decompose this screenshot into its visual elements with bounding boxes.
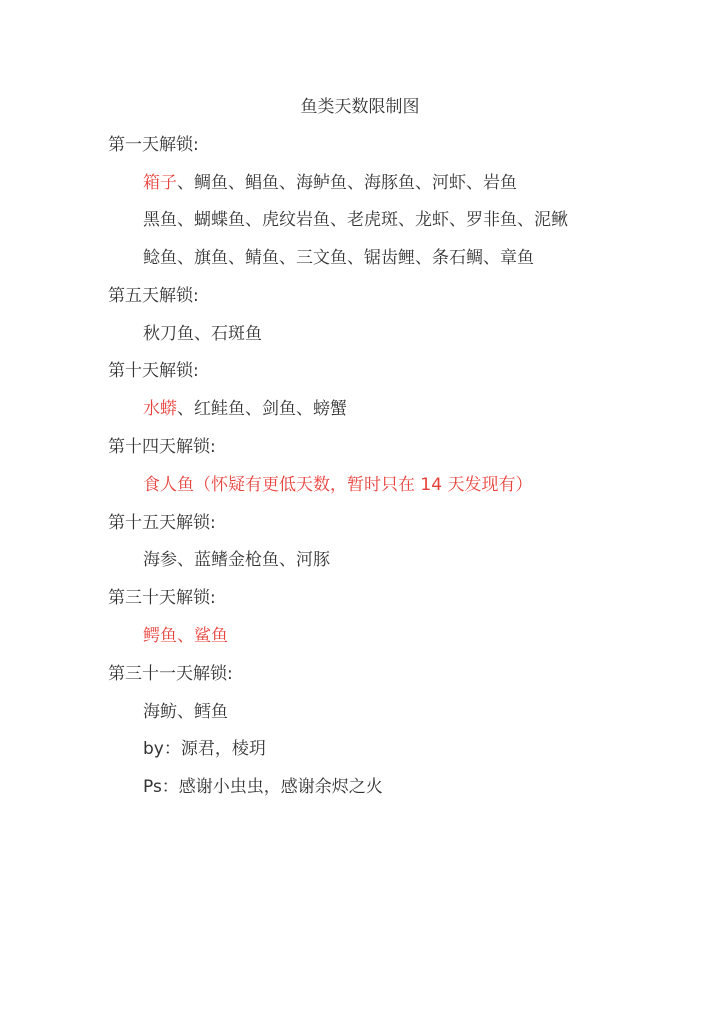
- day31-line-1: 海鲂、鳕鱼: [143, 702, 228, 722]
- highlight-text: 水蟒: [143, 399, 177, 419]
- credits-ps: Ps：感谢小虫虫，感谢余烬之火: [143, 777, 383, 797]
- section-heading-day15: 第十五天解锁:: [108, 513, 216, 533]
- day30-line-1: 鳄鱼、鲨鱼: [143, 626, 228, 646]
- day1-line-3: 鲶鱼、旗鱼、鲭鱼、三文鱼、锯齿鲤、条石鲷、章鱼: [143, 248, 534, 268]
- fish-list-text: 、红鲑鱼、剑鱼、螃蟹: [177, 399, 347, 419]
- section-heading-day10: 第十天解锁:: [108, 361, 199, 381]
- day10-line-1: [143, 397, 347, 421]
- section-heading-day5: 第五天解锁:: [108, 286, 199, 306]
- credits-by: by：源君，棱玥: [143, 739, 266, 759]
- day1-line-1: [143, 171, 517, 195]
- day1-line-2: 黑鱼、蝴蝶鱼、虎纹岩鱼、老虎斑、龙虾、罗非鱼、泥鳅: [143, 210, 568, 230]
- section-heading-day14: 第十四天解锁:: [108, 437, 216, 457]
- day15-line-1: 海参、蓝鳍金枪鱼、河豚: [143, 550, 330, 570]
- page-title: 鱼类天数限制图: [300, 97, 420, 117]
- highlight-text: 箱子: [143, 173, 177, 193]
- day14-line-1: 食人鱼（怀疑有更低天数，暂时只在 14 天发现有）: [143, 475, 533, 495]
- day5-line-1: 秋刀鱼、石斑鱼: [143, 324, 262, 344]
- section-heading-day1: 第一天解锁:: [108, 135, 199, 155]
- section-heading-day30: 第三十天解锁:: [108, 588, 216, 608]
- section-heading-day31: 第三十一天解锁:: [108, 664, 233, 684]
- fish-list-text: 、鲷鱼、鲳鱼、海鲈鱼、海豚鱼、河虾、岩鱼: [177, 173, 517, 193]
